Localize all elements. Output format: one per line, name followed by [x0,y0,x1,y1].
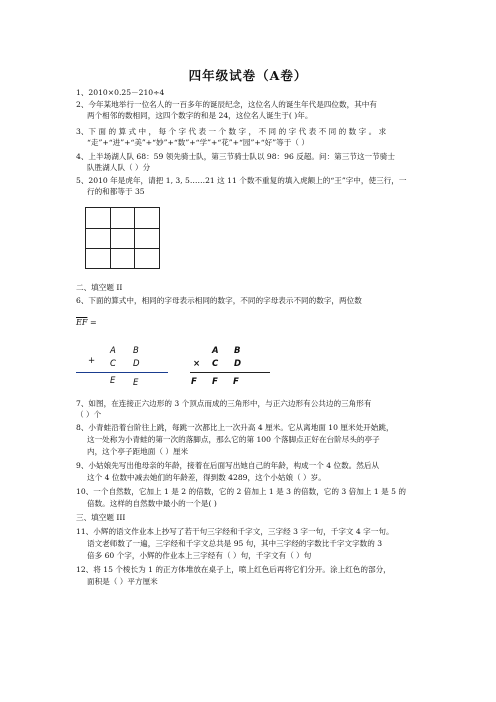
multiplication-digit-d: D [234,359,242,369]
multiplication-digit-c: C [212,359,219,369]
multiplication-digit-f-2: F [212,377,218,387]
addition-digit-d: D [133,359,140,369]
question-8-line-2: 这一处称为小青蛙的第一次的落脚点，那么它的第 100 个落脚点正好在台阶尽头的亭子 [87,435,380,444]
wang-character-grid [85,207,160,269]
addition-digit-c: C [110,359,116,369]
question-6: 6、下面的算式中，相同的字母表示相同的数字，不同的字母表示不同的数字，两位数 [76,296,362,305]
section-2-heading: 二、填空题 II [76,283,123,292]
question-9-line-1: 9、小姑娘先写出他母亲的年龄，接着在后面写出她自己的年龄，构成一个 4 位数。然后从 [76,461,380,470]
question-10-line-2: 倍数。这样的自然数中最小的一个是( ) [87,499,217,508]
question-8-line-3: 内，这个亭子距地面（ ）厘米 [87,447,189,456]
multiplication-digit-a: A [212,346,219,356]
multiplication-digit-b: B [234,346,241,356]
question-12-line-2: 面积是（ ）平方厘米 [87,577,158,586]
addition-plus-sign: + [88,356,96,366]
question-7-line-2: （ ）个 [76,410,102,419]
question-10-line-1: 10、一个自然数，它加上 1 是 2 的倍数，它的 2 倍加上 1 是 3 的倍数，它的 3 倍加上 1 是 5 的 [76,487,406,496]
section-3-heading: 三、填空题 III [76,513,126,522]
addition-digit-e-1: E [110,376,116,386]
ef-equals: = [89,318,97,327]
question-3-line-2: “走”+“进”+“美”+“妙”+“数”+“学”+“花”+“园”+“好”等于（ ） [87,138,309,147]
question-2-line-2: 两个相邻的数相同，这四个数字的和是 24，这位名人诞生于( )年。 [87,111,313,120]
question-11-line-3: 倍多 60 个字，小辉的作业本上三字经有（ ）句，千字文有（ ）句 [87,551,312,560]
addition-digit-e-2: E [133,378,139,388]
multiplication-product-line [190,372,270,373]
question-11-line-2: 语文老师数了一遍，三字经和千字文总共是 95 句，其中三字经的字数比千字文字数的 3 [87,539,383,548]
question-7-line-1: 7、如图，在连接正六边形的 3 个顶点而成的三角形中，与正六边形有公共边的三角形有 [76,399,372,408]
question-9-line-2: 这个 4 位数中减去她们的年龄差，得到数 4289，这个小姑娘（ ）岁。 [87,473,326,482]
question-11-line-1: 11、小辉的语文作业本上抄写了若干句三字经和千字文，三字经 3 字一句，千字文 4 字一句。 [76,527,394,536]
question-5-line-1: 5、2010 年是虎年，请把 1, 3, 5……21 这 11 个数不重复的填入虎额上的“王”字中，使三行，一 [76,176,407,185]
question-12-line-1: 12、将 15 个棱长为 1 的正方体堆放在桌子上，喷上红色后再将它们分开。涂上红色的部分， [76,565,391,574]
ef-overlined-number: $\overline{EF}$ [76,318,88,327]
ef-expression [76,318,97,327]
question-5-line-2: 行的和都等于 35 [87,187,145,196]
question-4-line-2: 队胜湖人队（ ）分 [87,163,151,172]
multiplication-times-sign: × [193,359,201,369]
question-4-line-1: 4、上半场湖人队 68：59 领先骑士队，第三节骑士队以 98：96 反超。问：第三节这一节骑士 [76,152,395,161]
question-1: 1、2010×0.25－210÷4 [76,88,165,97]
multiplication-digit-f-1: F [191,377,197,387]
grid-row-divider [86,228,159,229]
question-3-line-1: 3、下 面 的 算 式 中 ， 每 个 字 代 表 一 个 数 字 ， 不 同 的 字 代 表 不 同 的 数 字 。 求 [76,127,387,136]
grid-column-divider [134,208,135,268]
multiplication-digit-f-3: F [233,377,239,387]
addition-sum-line [76,372,168,373]
grid-row-divider [86,248,159,249]
grid-column-divider [110,208,111,268]
exam-title: 四年级试卷（A卷） [188,68,308,83]
question-8-line-1: 8、小青蛙沿着台阶往上跳，每跳一次都比上一次升高 4 厘米。它从离地面 10 厘米处开始跳， [76,423,394,432]
addition-digit-a: A [110,346,116,356]
question-2-line-1: 2、今年某地举行一位名人的一百多年的诞辰纪念，这位名人的诞生年代是四位数，其中有 [76,100,377,109]
addition-digit-b: B [133,346,139,356]
